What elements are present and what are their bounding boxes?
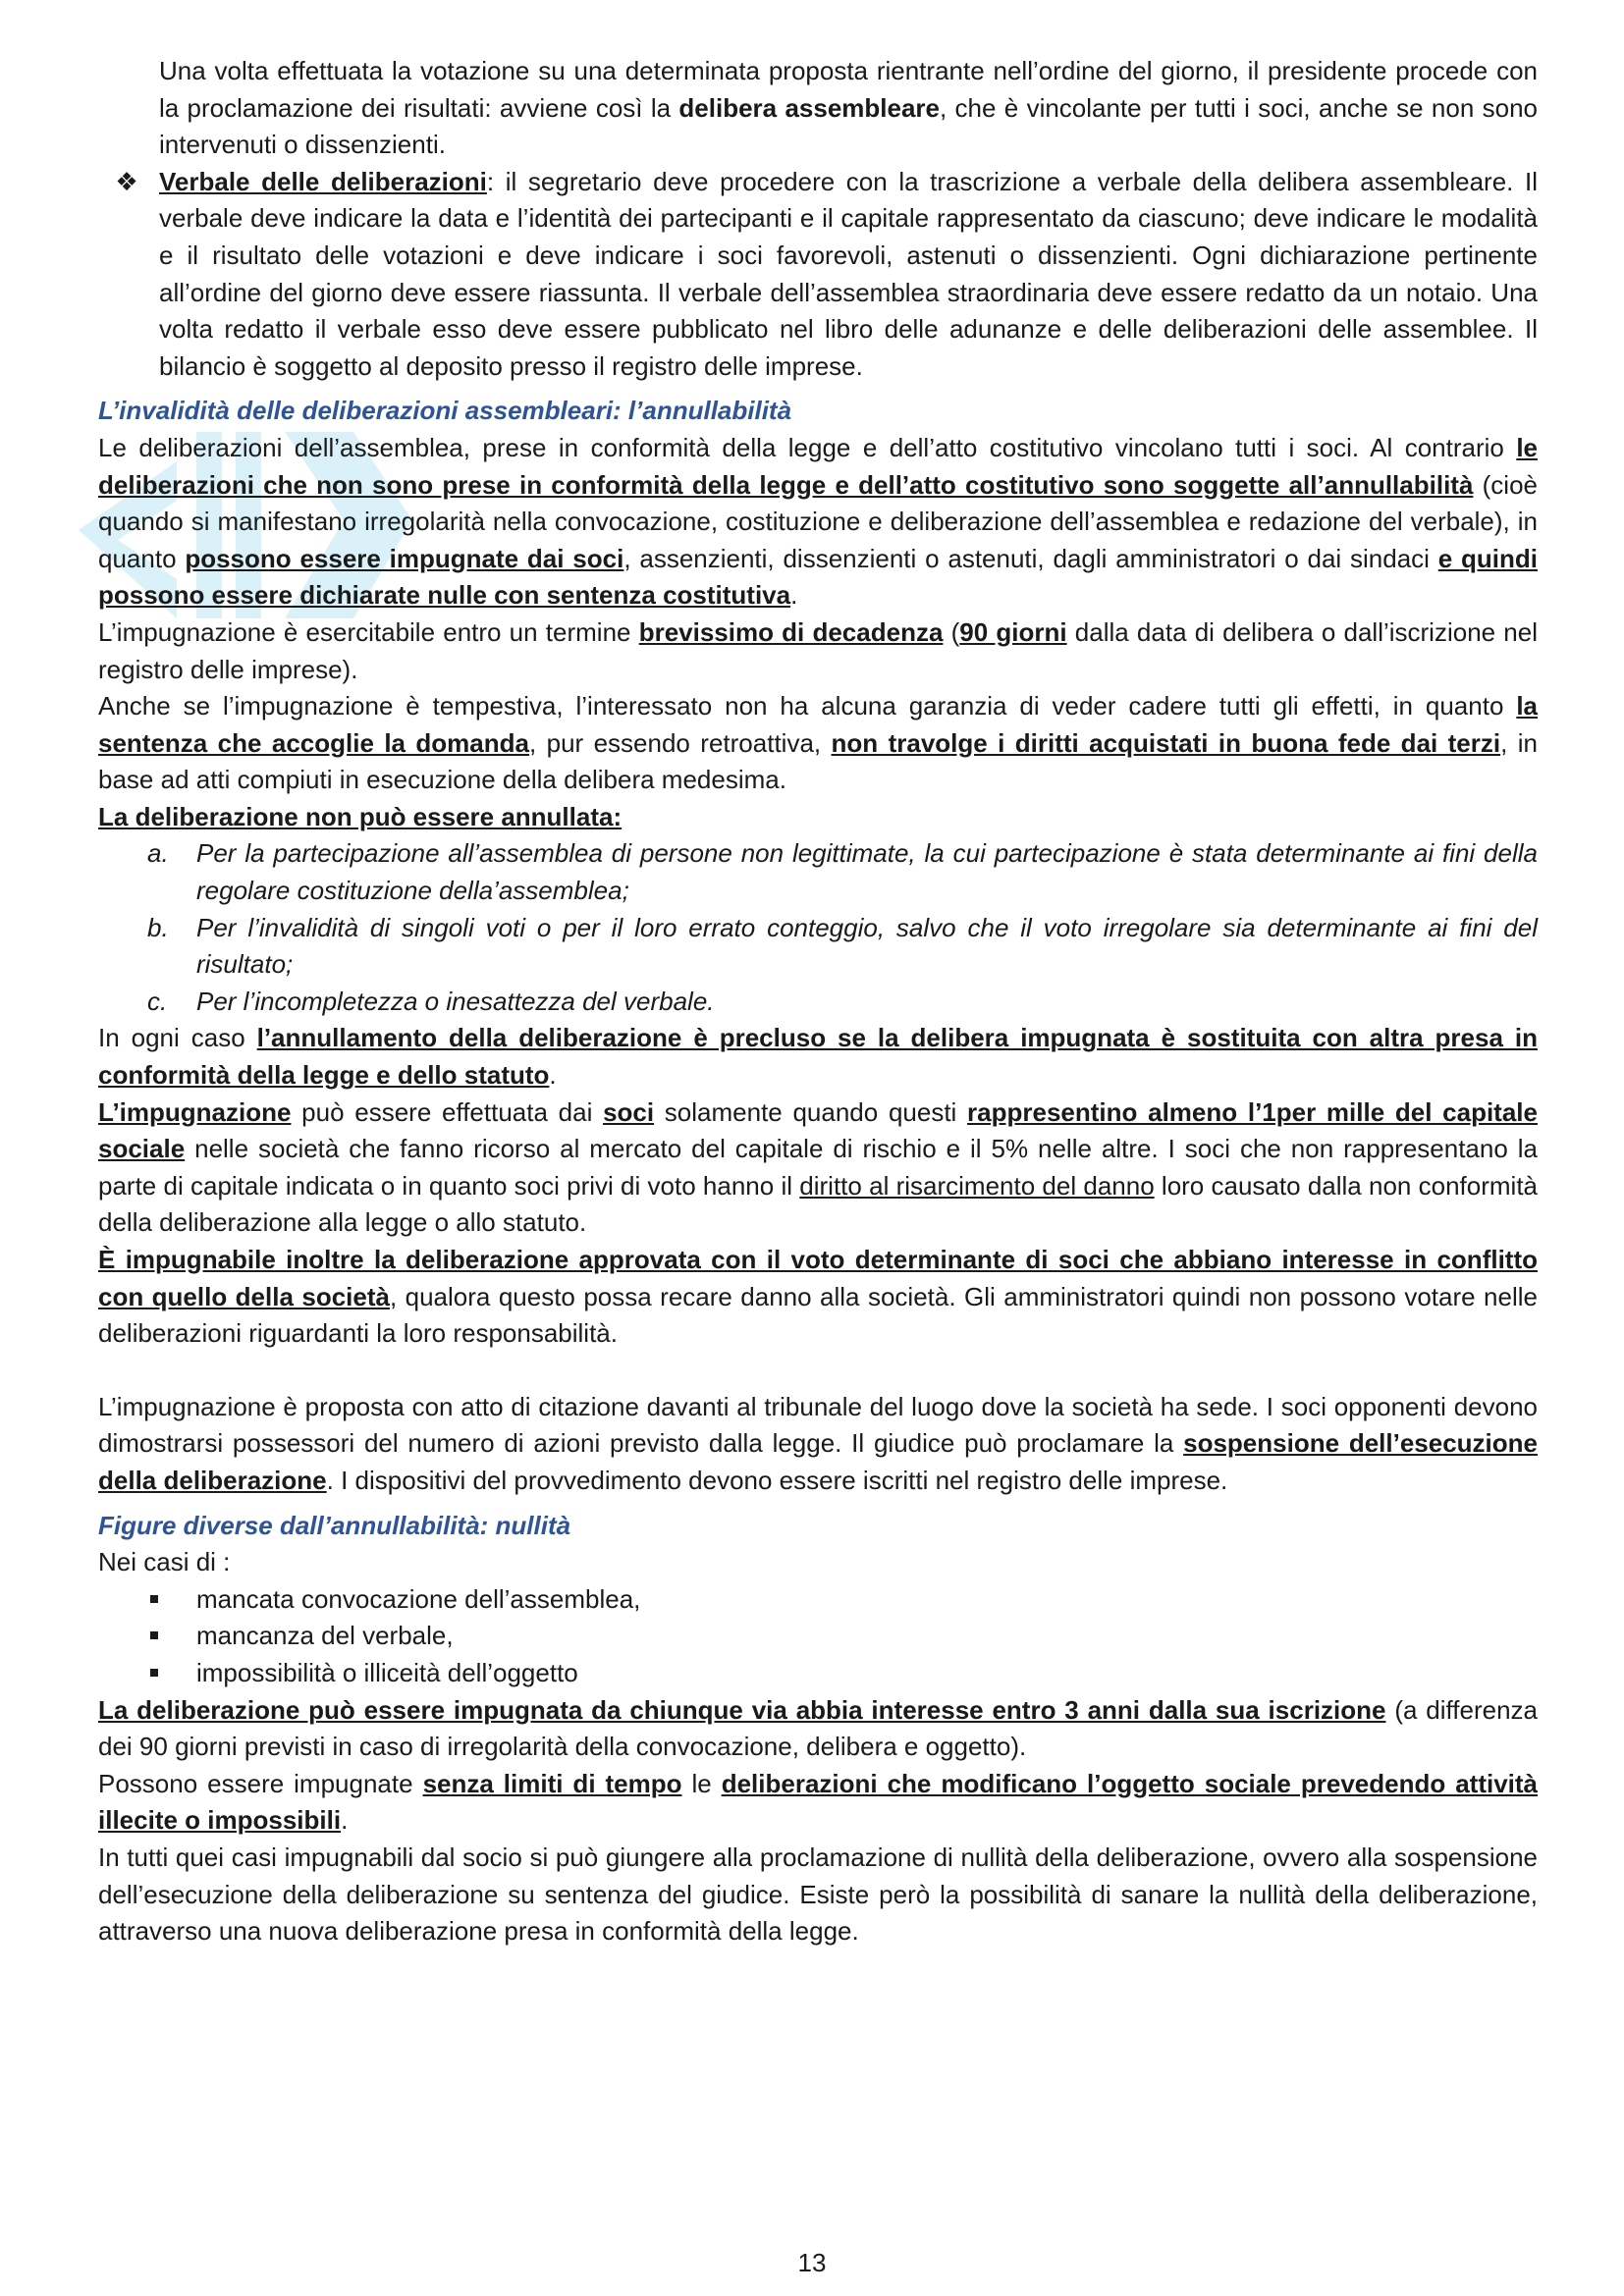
- section-heading-annullabilita: L’invalidità delle deliberazioni assembleari: l’annullabilità: [98, 396, 792, 426]
- page-number: 13: [797, 2248, 827, 2277]
- document-body: [98, 53, 1538, 1950]
- square-bullet-icon: [150, 1631, 158, 1639]
- square-bullet-icon: [150, 1669, 158, 1677]
- verbale-title: Verbale delle deliberazioni: [159, 166, 487, 196]
- list-title: La deliberazione non può essere annullata:: [98, 801, 623, 831]
- section-heading-nullita: Figure diverse dall’annullabilità: nullità: [98, 1510, 571, 1540]
- paragraph-precluso: In ogni caso l’annullamento della deliberazione è precluso se la delibera impugnata è sostituita con altra presa in conformità della legge e dello statuto.: [98, 1023, 1538, 1091]
- diamond-bullet-icon: ❖: [115, 166, 138, 196]
- paragraph-chiunque: La deliberazione può essere impugnata da chiunque via abbia interesse entro 3 anni dalla sua iscrizione (a differenza dei 90 giorni previsti in caso di irregolarità della convocazione, delibera e oggetto).: [98, 1694, 1538, 1762]
- paragraph-conflitto: È impugnabile inoltre la deliberazione approvata con il voto determinante di soci che abbiano interesse in conflitto con quello della società, qualora questo possa recare danno alla società. Gli amministratori quindi non possono votare nelle deliberazioni riguardanti la loro responsabilità.: [98, 1245, 1538, 1349]
- nullita-intro: Nei casi di :: [98, 1547, 231, 1577]
- paragraph-sentenza: Anche se l’impugnazione è tempestiva, l’interessato non ha alcuna garanzia di veder cadere tutti gli effetti, in quanto la sentenza che accoglie la domanda, pur essendo retroattiva, non travolge i diritti acquistati in buona fede dai terzi, in base ad atti compiuti in esecuzione della delibera medesima.: [98, 691, 1538, 795]
- list-item: b. Per l’invalidità di singoli voti o per il loro errato conteggio, salvo che il voto irregolare sia determinante ai fini del risultato;: [147, 912, 1538, 980]
- list-item: impossibilità o illiceità dell’oggetto: [98, 1655, 1538, 1692]
- list-item: a. Per la partecipazione all’assemblea di persone non legittimate, la cui partecipazione è stata determinante ai fini della regolare costituzione della’assemblea;: [147, 838, 1538, 906]
- paragraph-termine: L’impugnazione è esercitabile entro un termine brevissimo di decadenza (90 giorni dalla data di delibera o dall’iscrizione nel registro delle imprese).: [98, 616, 1538, 684]
- paragraph-sanare: In tutti quei casi impugnabili dal socio si può giungere alla proclamazione di nullità della deliberazione, ovvero alla sospensione dell’esecuzione della deliberazione su sentenza del giudice. Esiste però la possibilità di sanare la nullità della deliberazione, attraverso una nuova deliberazione presa in conformità della legge.: [98, 1842, 1538, 1947]
- bullet-verbale: ❖ Verbale delle deliberazioni: il segretario deve procedere con la trascrizione a verbale della delibera assembleare. Il verbale deve indicare la data e l’identità dei partecipanti e il capitale rappresentato da ciascuno; deve indicare le modalità e il risultato delle votazioni e deve indicare i soci favorevoli, astenuti o dissenzienti. Ogni dichiarazione pertinente all’ordine del giorno deve essere riassunta. Il verbale dell’assemblea straordinaria deve essere redatto da un notaio. Una volta redatto il verbale esso deve essere pubblicato nel libro delle adunanze e delle deliberazioni delle assemblee. Il bilancio è soggetto al deposito presso il registro delle imprese.: [98, 164, 1538, 386]
- paragraph-senza-limiti: Possono essere impugnate senza limiti di tempo le deliberazioni che modificano l’oggetto sociale prevedendo attività illecite o impossibili.: [98, 1768, 1539, 1836]
- list-item: mancata convocazione dell’assemblea,: [98, 1581, 1538, 1619]
- list-item: mancanza del verbale,: [98, 1618, 1538, 1655]
- paragraph-delibera: Una volta effettuata la votazione su una determinata proposta rientrante nell’ordine del giorno, il presidente procede con la proclamazione dei risultati: avviene così la delibera assembleare, che è vincolante per tutti i soci, anche se non sono intervenuti o dissenzienti.: [159, 56, 1539, 160]
- list-item: c. Per l’incompletezza o inesattezza del verbale.: [147, 986, 715, 1016]
- paragraph-impugnazione-soci: L’impugnazione può essere effettuata dai soci solamente quando questi rappresentino almeno l’1per mille del capitale sociale nelle società che fanno ricorso al mercato del capitale di rischio e il 5% nelle altre. I soci che non rappresentano la parte di capitale indicata o in quanto soci privi di voto hanno il diritto al risarcimento del danno loro causato dalla non conformità della deliberazione alla legge o allo statuto.: [98, 1096, 1539, 1238]
- paragraph-citazione: L’impugnazione è proposta con atto di citazione davanti al tribunale del luogo dove la società ha sede. I soci opponenti devono dimostrarsi possessori del numero di azioni previsto dalla legge. Il giudice può proclamare la sospensione dell’esecuzione della deliberazione. I dispositivi del provvedimento devono essere iscritti nel registro delle imprese.: [98, 1391, 1538, 1495]
- paragraph-annullabilita: Le deliberazioni dell’assemblea, prese in conformità della legge e dell’atto costitutivo vincolano tutti i soci. Al contrario le deliberazioni che non sono prese in conformità della legge e dell’atto costitutivo sono soggette all’annullabilità (cioè quando si manifestano irregolarità nella convocazione, costituzione e deliberazione dell’assemblea e redazione del verbale), in quanto possono essere impugnate dai soci, assenzienti, dissenzienti o astenuti, dagli amministratori o dai sindaci e quindi possono essere dichiarate nulle con sentenza costitutiva.: [98, 432, 1538, 611]
- square-bullet-icon: [150, 1595, 158, 1603]
